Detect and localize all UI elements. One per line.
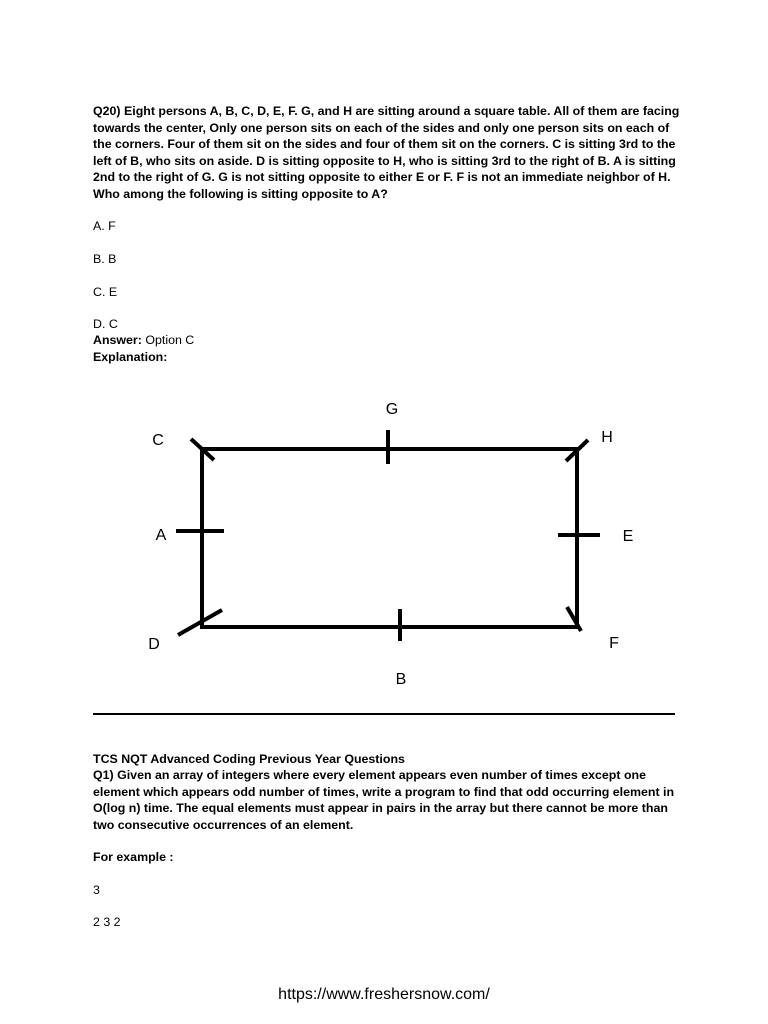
option-d: D. C	[93, 317, 118, 331]
footer-url[interactable]: https://www.freshersnow.com/	[278, 986, 490, 1003]
label-d: D	[148, 636, 160, 653]
label-f: F	[609, 635, 619, 652]
coding-section-heading: TCS NQT Advanced Coding Previous Year Questions	[93, 752, 405, 766]
example-label: For example :	[93, 850, 174, 864]
answer-line	[93, 332, 194, 349]
option-a: A. F	[93, 219, 116, 233]
label-c: C	[152, 432, 164, 449]
explanation-label: Explanation:	[93, 350, 168, 364]
example-line-1: 3	[93, 883, 100, 897]
seating-diagram	[0, 390, 768, 700]
question-20-text: Q20) Eight persons A, B, C, D, E, F. G, and H are sitting around a square table. All of them are facing towards the center, Only one person sits on each of the sides and only one person sits on each of the corners. Four of them sit on the sides and four of them sit on the corners. C is sitting 3rd to the left of B, who sits on aside. D is sitting opposite to H, who is sitting 3rd to the right of B. A is sitting 2nd to the right of G. G is not sitting opposite to either E or F. F is not an immediate neighbor of H. Who among the following is sitting opposite to A?	[93, 104, 680, 201]
coding-q1-text: Q1) Given an array of integers where every element appears even number of times except one element which appears odd number of times, write a program to find that odd occurring element in O(log n) time. The equal elements must appear in pairs in the array but there cannot be more than two consecutive occurrences of an element.	[93, 768, 675, 832]
label-e: E	[622, 528, 634, 545]
label-a: A	[155, 527, 167, 544]
label-b: B	[395, 671, 407, 688]
example-line-2: 2 3 2	[93, 915, 121, 929]
answer-value: Option C	[145, 333, 195, 347]
answer-label: Answer:	[93, 333, 142, 347]
label-g: G	[385, 401, 399, 418]
label-h: H	[601, 429, 613, 446]
table-rectangle	[202, 449, 577, 627]
option-b: B. B	[93, 252, 117, 266]
horizontal-divider	[93, 713, 675, 715]
option-c: C. E	[93, 285, 118, 299]
